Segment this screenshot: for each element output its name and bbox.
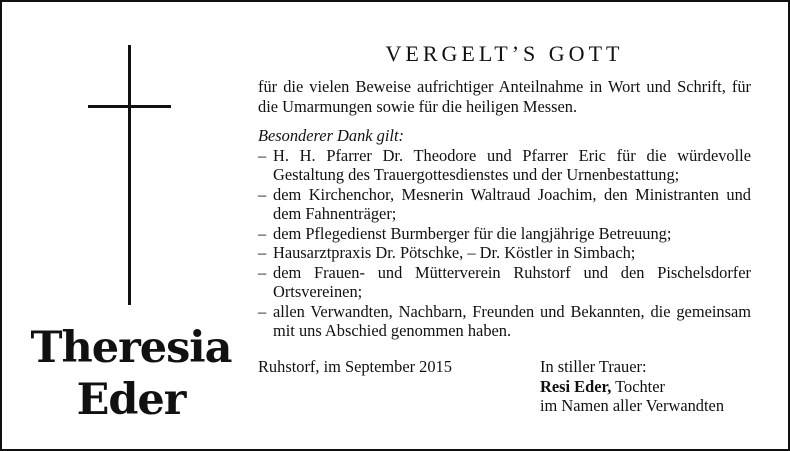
list-item: – Hausarztpraxis Dr. Pötschke, – Dr. Köstler in Simbach;	[258, 243, 751, 263]
signer-name: Resi Eder,	[540, 376, 612, 396]
signer-family: im Namen aller Verwandten	[540, 396, 725, 415]
thanks-title: Besonderer Dank gilt:	[258, 126, 404, 145]
mourning-label: In stiller Trauer:	[540, 357, 647, 376]
list-item: – dem Frauen- und Mütterverein Ruhstorf und den Pischelsdorfer Ortsvereinen;	[258, 263, 751, 302]
deceased-last-name: Eder	[76, 375, 186, 425]
cross-icon-vertical-bar	[128, 45, 131, 305]
notice-heading: VERGELT’S GOTT	[385, 41, 624, 66]
signer-relation: Tochter	[611, 376, 665, 396]
signature-block	[540, 357, 760, 416]
signer-line	[540, 377, 760, 397]
cross-icon-horizontal-bar	[88, 105, 171, 108]
list-item: – dem Kirchenchor, Mesnerin Waltraud Joachim, den Ministranten und dem Fahnenträger;	[258, 185, 751, 224]
intro-text: für die vielen Beweise aufrichtiger Anteilnahme in Wort und Schrift, für die Umarmungen sowie für die heiligen Messen.	[258, 77, 751, 116]
list-item: – dem Pflegedienst Burmberger für die langjährige Betreuung;	[258, 224, 751, 244]
deceased-name	[22, 322, 240, 426]
list-item: – allen Verwandten, Nachbarn, Freunden und Bekannten, die gemeinsam mit uns Abschied genommen haben.	[258, 302, 751, 341]
place-date: Ruhstorf, im September 2015	[258, 357, 452, 376]
deceased-first-name: Theresia	[30, 323, 232, 373]
list-item: – H. H. Pfarrer Dr. Theodore und Pfarrer Eric für die würdevolle Gestaltung des Trauergottesdienstes und der Urnenbestattung;	[258, 146, 751, 185]
thanks-list	[258, 146, 751, 341]
notice-body	[258, 77, 751, 341]
